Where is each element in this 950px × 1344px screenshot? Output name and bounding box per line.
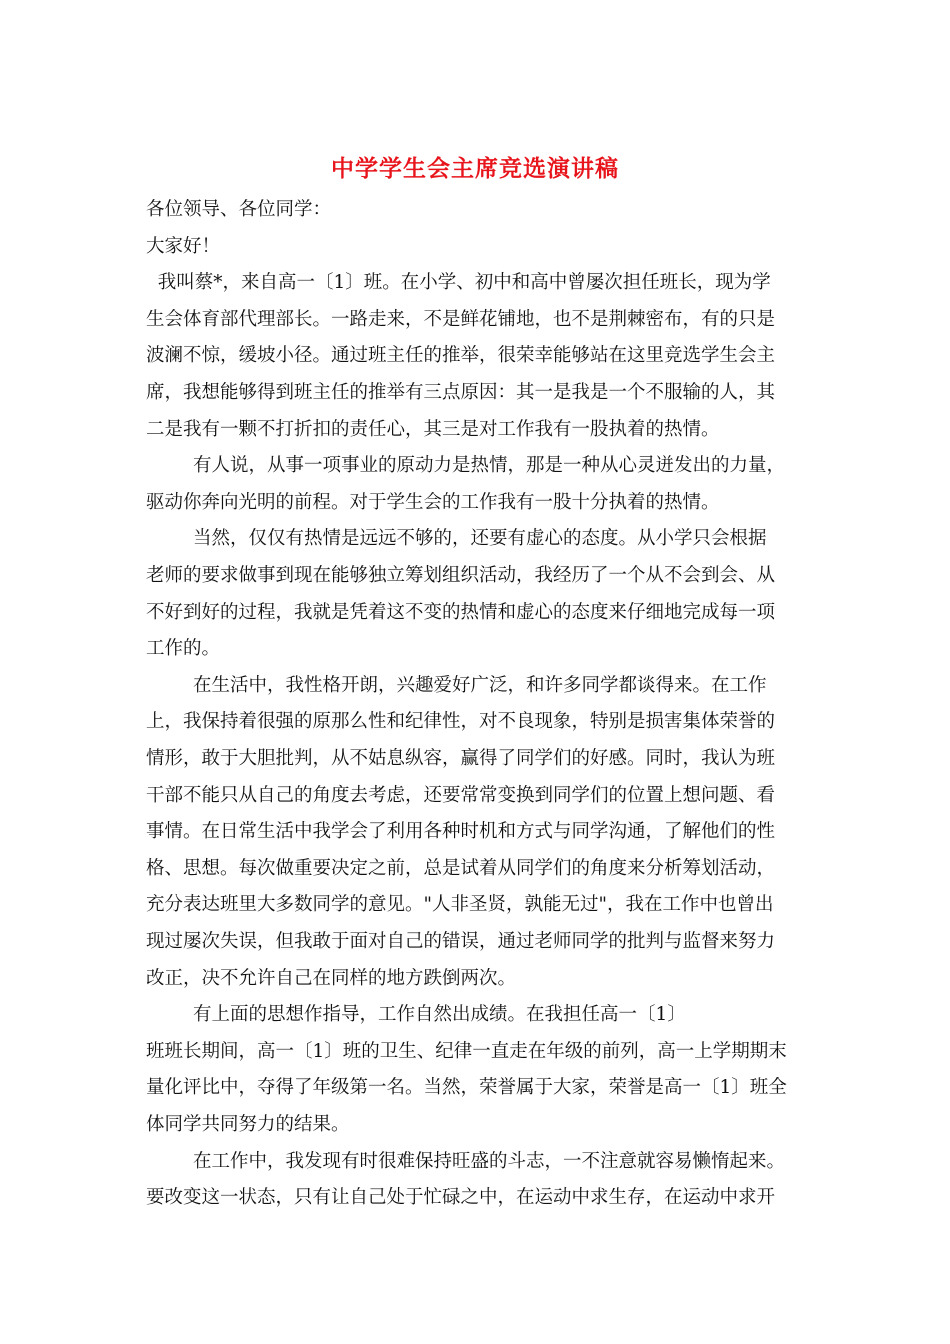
text-line: 老师的要求做事到现在能够独立筹划组织活动，我经历了一个从不会到会、从 (146, 565, 776, 586)
text-line: 事情。在日常生活中我学会了利用各种时机和方式与同学沟通，了解他们的性 (146, 821, 776, 843)
text-line: 情形，敢于大胆批判，从不姑息纵容，赢得了同学们的好感。同时，我认为班 (146, 748, 776, 769)
document-title: 中学学生会主席竞选演讲稿 (331, 155, 619, 182)
text-line: 改正，决不允许自己在同样的地方跌倒两次。 (146, 967, 517, 989)
text-line: 生会体育部代理部长。一路走来，不是鲜花铺地，也不是荆棘密布，有的只是 (146, 308, 776, 330)
text-line: 在工作中，我发现有时很难保持旺盛的斗志，一不注意就容易懒惰起来。 (146, 1150, 786, 1172)
text-line: 席，我想能够得到班主任的推举有三点原因：其一是我是一个不服输的人，其 (146, 382, 776, 403)
text-line: 不好到好的过程，我就是凭着这不变的热情和虚心的态度来仔细地完成每一项 (146, 601, 776, 623)
text-line: 体同学共同努力的结果。 (146, 1114, 350, 1135)
text-line: 当然，仅仅有热情是远远不够的，还要有虚心的态度。从小学只会根据 (146, 528, 767, 550)
text-line: 工作的。 (146, 638, 221, 660)
text-line: 干部不能只从自己的角度去考虑，还要常常变换到同学们的位置上想问题、看 (146, 784, 776, 806)
text-line: 上，我保持着很强的原那么性和纪律性，对不良现象，特别是损害集体荣誉的 (146, 711, 776, 733)
text-line: 现过屡次失误，但我敢于面对自己的错误，通过老师同学的批判与监督来努力 (146, 931, 776, 952)
text-line: 有上面的思想作指导，工作自然出成绩。在我担任高一〔1〕 (146, 1004, 686, 1026)
text-line: 驱动你奔向光明的前程。对于学生会的工作我有一股十分执着的热情。 (146, 491, 720, 513)
text-line: 有人说，从事一项事业的原动力是热情，那是一种从心灵迸发出的力量， (146, 455, 786, 477)
text-line: 各位领导、各位同学： (146, 199, 332, 220)
text-line: 充分表达班里大多数同学的意见。"人非圣贤，孰能无过"，我在工作中也曾出 (146, 894, 774, 916)
text-line: 格、思想。每次做重要决定之前，总是试着从同学们的角度来分析筹划活动， (146, 857, 776, 879)
text-line: 要改变这一状态，只有让自己处于忙碌之中，在运动中求生存，在运动中求开 (146, 1187, 776, 1209)
text-line: 波澜不惊，缓坡小径。通过班主任的推举，很荣幸能够站在这里竞选学生会主 (146, 345, 776, 367)
text-line: 在生活中，我性格开朗，兴趣爱好广泛，和许多同学都谈得来。在工作 (146, 674, 767, 696)
text-line: 大家好！ (146, 235, 221, 257)
text-line: 量化评比中，夺得了年级第一名。当然，荣誉属于大家，荣誉是高一〔1〕班全 (146, 1077, 787, 1099)
text-line: 二是我有一颗不打折扣的责任心，其三是对工作我有一股执着的热情。 (146, 418, 720, 440)
text-line: 我叫蔡*，来自高一〔1〕班。在小学、初中和高中曾屡次担任班长，现为学 (146, 272, 771, 294)
text-line: 班班长期间，高一〔1〕班的卫生、纪律一直走在年级的前列，高一上学期期末 (146, 1040, 787, 1062)
